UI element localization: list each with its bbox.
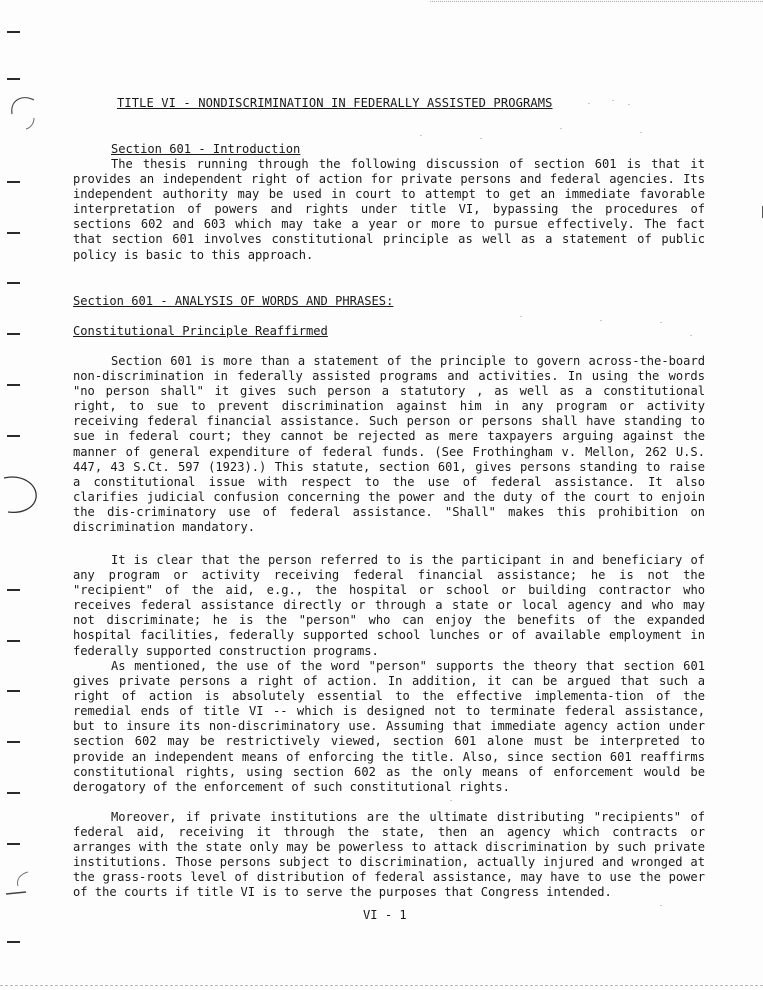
binder-hole-mark	[4, 868, 40, 902]
bottom-edge-rule	[0, 985, 763, 986]
binder-hole-mark	[2, 470, 42, 516]
margin-mark	[7, 640, 20, 642]
intro-paragraph: The thesis running through the following discussion of section 601 is that it provides an independent right of action for private persons and federal agencies. Its independent authority may be used in court to attempt to get an immediate favorable interpretation of powers and rights under title VI, bypassing the procedures of sections 602 and 603 which may take a year or more to pursue effectively. The fact that section 601 involves constitutional principle as well as a statement of public policy is basic to this approach.	[73, 157, 705, 262]
margin-mark	[7, 282, 20, 284]
body-paragraph-4: Moreover, if private institutions are the ultimate distributing "recipients" of federal aid, receiving it through the state, then an agency which contracts or arranges with the state only may be powerless to attack discrimination by such private institutions. Those persons subject to discrimination, actually injured and wronged at the grass-roots level of distribution of federal assistance, may have to use the power of the courts if title VI is to serve the purposes that Congress intended.	[73, 810, 705, 900]
scan-speckle	[660, 905, 662, 906]
scan-speckle	[600, 320, 602, 321]
scan-speckle	[480, 138, 482, 139]
analysis-heading: Section 601 - ANALYSIS OF WORDS AND PHRASES:	[73, 294, 394, 308]
scan-speckle	[588, 103, 590, 104]
scan-speckle	[520, 316, 522, 317]
intro-heading: Section 601 - Introduction	[111, 142, 301, 156]
scan-speckle	[660, 322, 662, 323]
margin-mark	[7, 589, 20, 591]
margin-mark	[7, 384, 20, 386]
body-paragraph-2: It is clear that the person referred to is the participant in and beneficiary of any program or activity receiving federal financial assistance; he is not the "recipient" of the aid, e.g., the hospital or school or building contractor who receives federal assistance directly or through a state or local agency and who may not discriminate; he is the "person" who can enjoy the benefits of the expanded hospital facilities, federally supported school lunches or of available employment in federally supported construction programs.	[73, 553, 705, 658]
margin-mark	[7, 78, 20, 80]
margin-mark	[7, 690, 20, 692]
scan-speckle	[612, 100, 614, 101]
binder-hole-mark	[4, 88, 40, 130]
margin-mark	[7, 792, 20, 794]
body-paragraph-1: Section 601 is more than a statement of the principle to govern across-the-board non-discrimination in federally assisted programs and activities. In using the words "no person shall" it gives such person a statutory , as well as a constitutional right, to sue to prevent discrimination against him in any program or activity receiving federal financial assistance. Such person or persons shall have standing to sue in federal court; they cannot be rejected as mere taxpayers arguing against the manner of general expenditure of federal funds. (See Frothingham v. Mellon, 262 U.S. 447, 43 S.Ct. 597 (1923).) This statute, section 601, gives persons standing to raise a constitutional issue with respect to the use of federal assistance. It also clarifies judicial confusion concerning the power and the duty of the court to enjoin the dis-criminatory use of federal assistance. "Shall" makes this prohibition on discrimination mandatory.	[73, 354, 705, 535]
margin-mark	[7, 31, 20, 33]
margin-mark	[7, 843, 20, 845]
margin-mark	[7, 333, 20, 335]
scan-speckle	[690, 335, 692, 336]
scan-speckle	[640, 132, 642, 133]
principle-heading: Constitutional Principle Reaffirmed	[73, 324, 328, 338]
body-paragraph-3: As mentioned, the use of the word "person" supports the theory that section 601 gives private persons a right of action. In addition, it can be argued that such a right of action is absolutely essential to the effective implementa-tion of the remedial ends of title VI -- which is designed not to terminate federal assistance, but to insure its non-discriminatory use. Assuming that immediate agency action under section 602 may be restrictively viewed, section 601 alone must be interpreted to provide an independent means of enforcing the title. Also, since section 601 reaffirms constitutional rights, using section 602 as the only means of enforcement would be derogatory of the enforcement of such constitutional rights.	[73, 659, 705, 794]
margin-mark	[7, 435, 20, 437]
scan-speckle	[560, 128, 562, 129]
document-title: TITLE VI - NONDISCRIMINATION IN FEDERALLY ASSISTED PROGRAMS	[117, 96, 553, 110]
scan-speckle	[628, 104, 630, 105]
scan-speckle	[450, 800, 452, 801]
margin-mark	[7, 232, 20, 234]
margin-mark	[7, 941, 20, 943]
top-edge-rule	[430, 1, 763, 2]
margin-mark	[7, 741, 20, 743]
scan-speckle	[420, 135, 422, 136]
margin-mark	[7, 181, 20, 183]
page-number: VI - 1	[363, 908, 407, 922]
